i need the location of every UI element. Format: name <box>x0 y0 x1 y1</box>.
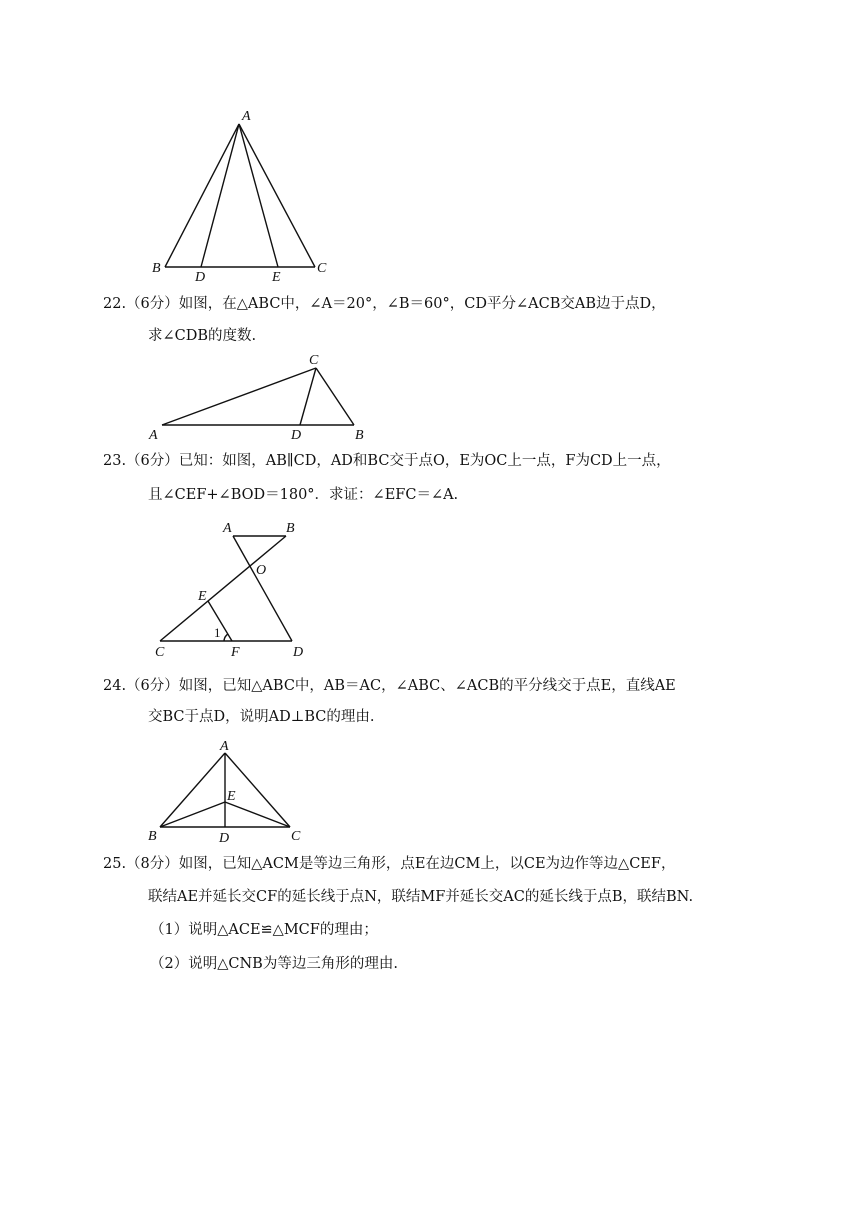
fig24-label-a: A <box>220 739 229 754</box>
question-23-line-2: 且∠CEF+∠BOD＝180°．求证：∠EFC＝∠A. <box>148 487 459 503</box>
fig24-label-d: D <box>219 831 230 846</box>
question-25-part-2: （2）说明△CNB为等边三角形的理由. <box>150 956 398 972</box>
fig23-label-f: F <box>231 645 240 660</box>
figure-24-lines <box>160 753 290 827</box>
fig21-label-c: C <box>317 261 327 276</box>
fig23-label-d: D <box>293 645 304 660</box>
fig23-label-c: C <box>155 645 165 660</box>
fig21-label-a: A <box>242 109 251 124</box>
question-23-line-1: 23.（6分）已知：如图，AB∥CD，AD和BC交于点O，E为OC上一点，F为CD上一点， <box>103 453 671 469</box>
question-22-line-2: 求∠CDB的度数. <box>148 328 257 344</box>
fig23-label-a: A <box>223 521 232 536</box>
fig24-label-e: E <box>227 789 236 804</box>
figure-21-lines <box>165 124 315 267</box>
question-25-line-1: 25.（8分）如图，已知△ACM是等边三角形，点E在边CM上，以CE为边作等边△CEF， <box>103 856 676 872</box>
fig24-label-c: C <box>291 829 301 844</box>
fig23-label-e: E <box>198 589 207 604</box>
fig22-label-b: B <box>355 428 364 443</box>
figure-22-lines <box>162 368 354 425</box>
fig21-label-d: D <box>195 270 206 285</box>
question-25-line-2: 联结AE并延长交CF的延长线于点N，联结MF并延长交AC的延长线于点B，联结BN. <box>148 889 694 905</box>
question-22-line-1: 22.（6分）如图，在△ABC中，∠A＝20°，∠B＝60°，CD平分∠ACB交AB边于点D， <box>103 296 666 312</box>
fig22-label-d: D <box>291 428 302 443</box>
fig24-label-b: B <box>148 829 157 844</box>
fig21-label-e: E <box>272 270 281 285</box>
fig21-label-b: B <box>152 261 161 276</box>
fig23-label-o: O <box>256 563 267 578</box>
fig23-label-b: B <box>286 521 295 536</box>
question-24-line-2: 交BC于点D，说明AD⊥BC的理由. <box>148 709 375 725</box>
question-25-part-1: （1）说明△ACE≌△MCF的理由； <box>150 922 378 938</box>
fig22-label-c: C <box>309 353 319 368</box>
figure-23-lines <box>160 536 292 641</box>
question-24-line-1: 24.（6分）如图，已知△ABC中，AB＝AC，∠ABC、∠ACB的平分线交于点E，直线AE <box>103 678 676 694</box>
fig23-label-angle-1: 1 <box>214 625 221 640</box>
fig22-label-a: A <box>149 428 158 443</box>
